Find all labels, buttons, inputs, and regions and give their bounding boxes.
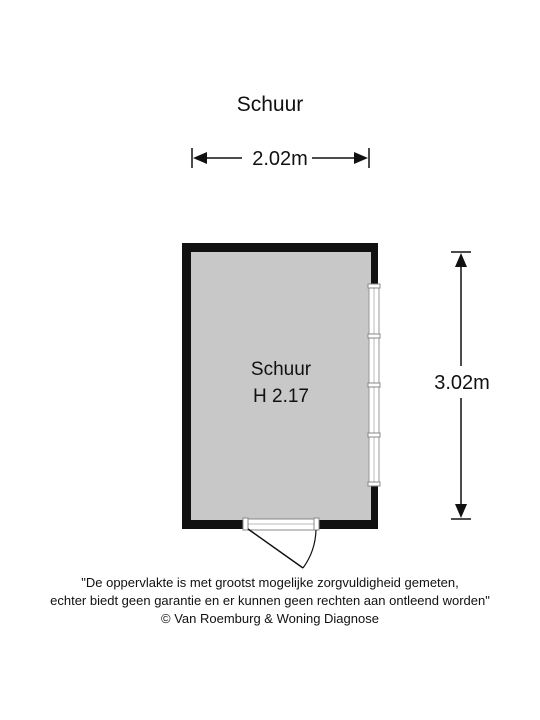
disclaimer-line-1: "De oppervlakte is met grootst mogelijke zorgvuldigheid gemeten,: [81, 575, 459, 590]
door: [243, 518, 319, 568]
width-label: 2.02m: [252, 148, 308, 170]
disclaimer-line-2: echter biedt geen garantie en er kunnen geen rechten aan ontleend worden": [50, 593, 490, 608]
page-title: Schuur: [236, 93, 304, 116]
width-dimension: [192, 148, 369, 170]
height-dimension: [434, 252, 490, 519]
window: [368, 284, 380, 486]
door-swing-arc: [303, 530, 316, 568]
disclaimer: [0, 574, 540, 628]
arrow-right-icon: [354, 152, 368, 164]
arrow-left-icon: [193, 152, 207, 164]
height-label: 3.02m: [434, 372, 490, 394]
door-leaf: [248, 529, 303, 568]
room-name: Schuur: [250, 359, 312, 380]
room-height: H 2.17: [253, 386, 309, 407]
arrow-down-icon: [455, 504, 467, 518]
arrow-up-icon: [455, 253, 467, 267]
copyright-notice: © Van Roemburg & Woning Diagnose: [161, 611, 379, 626]
